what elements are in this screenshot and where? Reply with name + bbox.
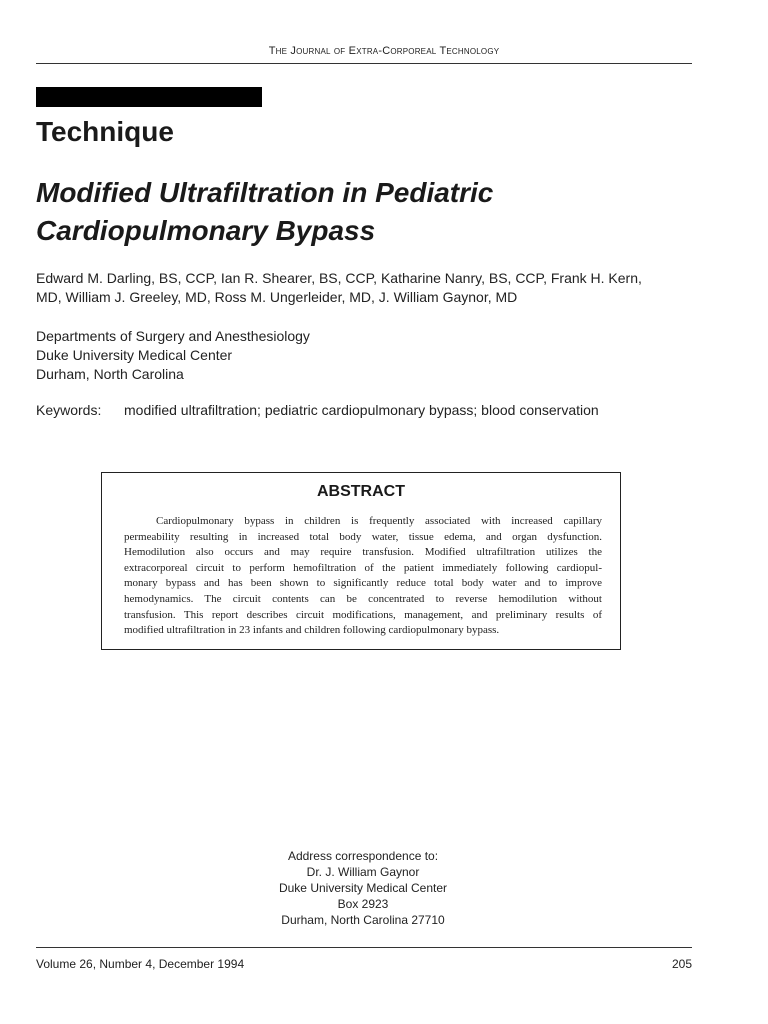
author-list (36, 269, 716, 307)
section-bar (36, 87, 262, 107)
abstract-line: hemodynamics. The circuit contents can be concentrated to reverse hemodilution without (124, 592, 602, 605)
keywords-label: Keywords: (36, 402, 102, 418)
author-line: MD, William J. Greeley, MD, Ross M. Ungerleider, MD, J. William Gaynor, MD (36, 289, 518, 305)
correspondence-line: Duke University Medical Center (278, 881, 448, 895)
page-number: 205 (671, 957, 692, 971)
abstract-line: permeability resulting in increased total body water, tissue edema, and organ dysfunction. (124, 530, 602, 543)
section-label: Technique (36, 116, 174, 147)
affiliation-line: Durham, North Carolina (36, 366, 184, 382)
issue-info: Volume 26, Number 4, December 1994 (36, 957, 245, 971)
footer-rule (36, 947, 692, 948)
abstract-box (101, 472, 621, 650)
abstract-body (124, 514, 602, 639)
affiliation-line: Departments of Surgery and Anesthesiology (36, 328, 310, 344)
abstract-heading: ABSTRACT (317, 483, 405, 500)
header-rule (36, 63, 692, 64)
abstract-line: Cardiopulmonary bypass in children is frequently associated with increased capillary (156, 515, 602, 527)
keywords (36, 402, 599, 418)
abstract-line: extracorporeal circuit to perform hemofiltration of the patient immediately following cardiopul- (124, 561, 602, 574)
abstract-line: monary bypass and has been shown to significantly reduce total body water and to improve (124, 577, 602, 590)
journal-header: The Journal of Extra-Corporeal Technology (268, 45, 500, 57)
abstract-line: transfusion. This report describes circuit modifications, management, and preliminary results of (124, 608, 602, 621)
correspondence-address (0, 848, 726, 928)
article-title (36, 174, 696, 250)
correspondence-line: Address correspondence to: (287, 849, 439, 863)
abstract-line: modified ultrafiltration in 23 infants and children following cardiopulmonary bypass. (124, 624, 500, 637)
correspondence-line: Durham, North Carolina 27710 (281, 913, 445, 927)
affiliation (36, 327, 310, 384)
correspondence-line: Box 2923 (337, 897, 389, 911)
author-line: Edward M. Darling, BS, CCP, Ian R. Shearer, BS, CCP, Katharine Nanry, BS, CCP, Frank H. Kern, (36, 270, 642, 286)
correspondence-line: Dr. J. William Gaynor (306, 865, 420, 879)
article-title-line: Modified Ultrafiltration in Pediatric (36, 177, 494, 208)
abstract-line: Hemodilution also occurs and may require transfusion. Modified ultrafiltration utilizes the (124, 546, 602, 559)
article-title-line: Cardiopulmonary Bypass (36, 215, 376, 246)
keywords-value: modified ultrafiltration; pediatric cardiopulmonary bypass; blood conservation (124, 402, 599, 418)
affiliation-line: Duke University Medical Center (36, 347, 233, 363)
